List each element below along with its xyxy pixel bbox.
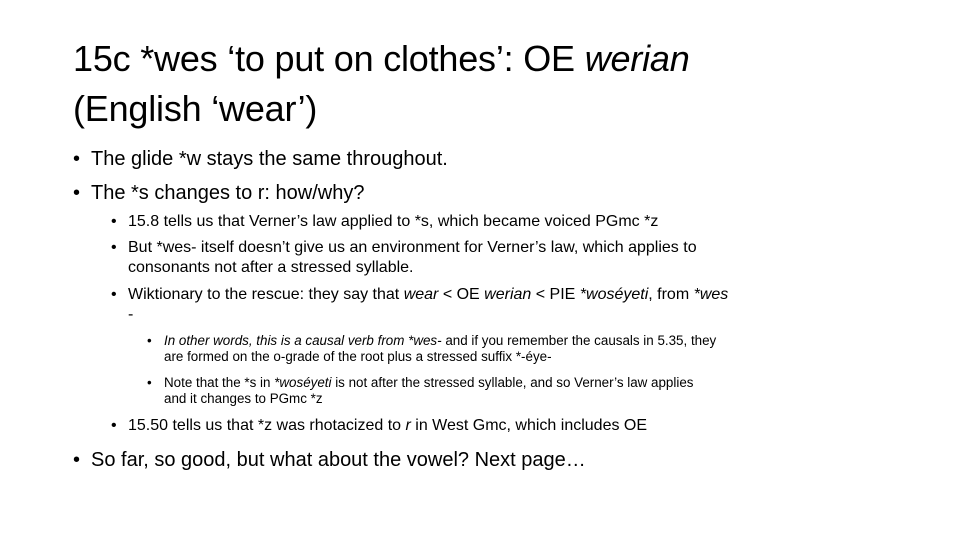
bullet-icon: • [111, 213, 117, 230]
bullet-icon: • [147, 375, 152, 390]
text-run: Wiktionary to the rescue: they say that [128, 286, 404, 303]
bullet-text: So far, so good, but what about the vowel? Next page… [91, 449, 586, 471]
italic-run: *woséyeti [579, 286, 649, 303]
title-italic-word: werian [584, 38, 690, 79]
bullet-icon: • [111, 239, 117, 256]
bullet-icon: • [111, 286, 117, 303]
sub-sub-bullet-text [164, 333, 716, 365]
italic-run: r [405, 417, 411, 434]
title-subtext: (English ‘wear’) [73, 88, 318, 129]
bullet-text: The *s changes to r: how/why? [91, 182, 365, 204]
text-run: is not after the stressed syllable, and so Verner’s law applies [331, 375, 694, 390]
bullet-icon: • [147, 333, 152, 348]
text-run: < PIE [531, 286, 580, 303]
sub-bullet-text: 15.8 tells us that Verner’s law applied to *s, which became voiced PGmc *z [128, 213, 659, 230]
text-run: 15.50 tells us that *z was rhotacized to [128, 417, 406, 434]
italic-run: In other words, this is a causal verb from *wes- [164, 333, 442, 348]
text-run: are formed on the o-grade of the root plus a stressed suffix *-éye- [164, 349, 552, 364]
text-run: Note that the *s in [164, 375, 275, 390]
sub-bullet-line: But *wes- itself doesn’t give us an environment for Verner’s law, which applies to [128, 239, 697, 256]
sub-sub-bullet-text [164, 375, 693, 407]
sub-bullet-line: consonants not after a stressed syllable. [128, 259, 414, 276]
text-run: - [128, 306, 134, 323]
title-text: 15c *wes ‘to put on clothes’: OE [73, 38, 585, 79]
slide-title [73, 34, 913, 134]
italic-run: wear [403, 286, 439, 303]
italic-run: *wes [693, 286, 729, 303]
bullet-text: The glide *w stays the same throughout. [91, 148, 448, 170]
sub-bullet-text [128, 285, 728, 325]
text-run: and it changes to PGmc *z [164, 391, 323, 406]
italic-run: *woséyeti [274, 375, 332, 390]
bullet-icon: • [73, 449, 81, 471]
text-run: , from [648, 286, 694, 303]
bullet-icon: • [111, 417, 117, 434]
bullet-icon: • [73, 182, 81, 204]
sub-bullet-text [128, 416, 647, 436]
bullet-icon: • [73, 148, 81, 170]
text-run: < OE [438, 286, 485, 303]
italic-run: werian [484, 286, 532, 303]
sub-bullet-text [128, 238, 697, 278]
text-run: in West Gmc, which includes OE [410, 417, 648, 434]
text-run: and if you remember the causals in 5.35, they [441, 333, 717, 348]
